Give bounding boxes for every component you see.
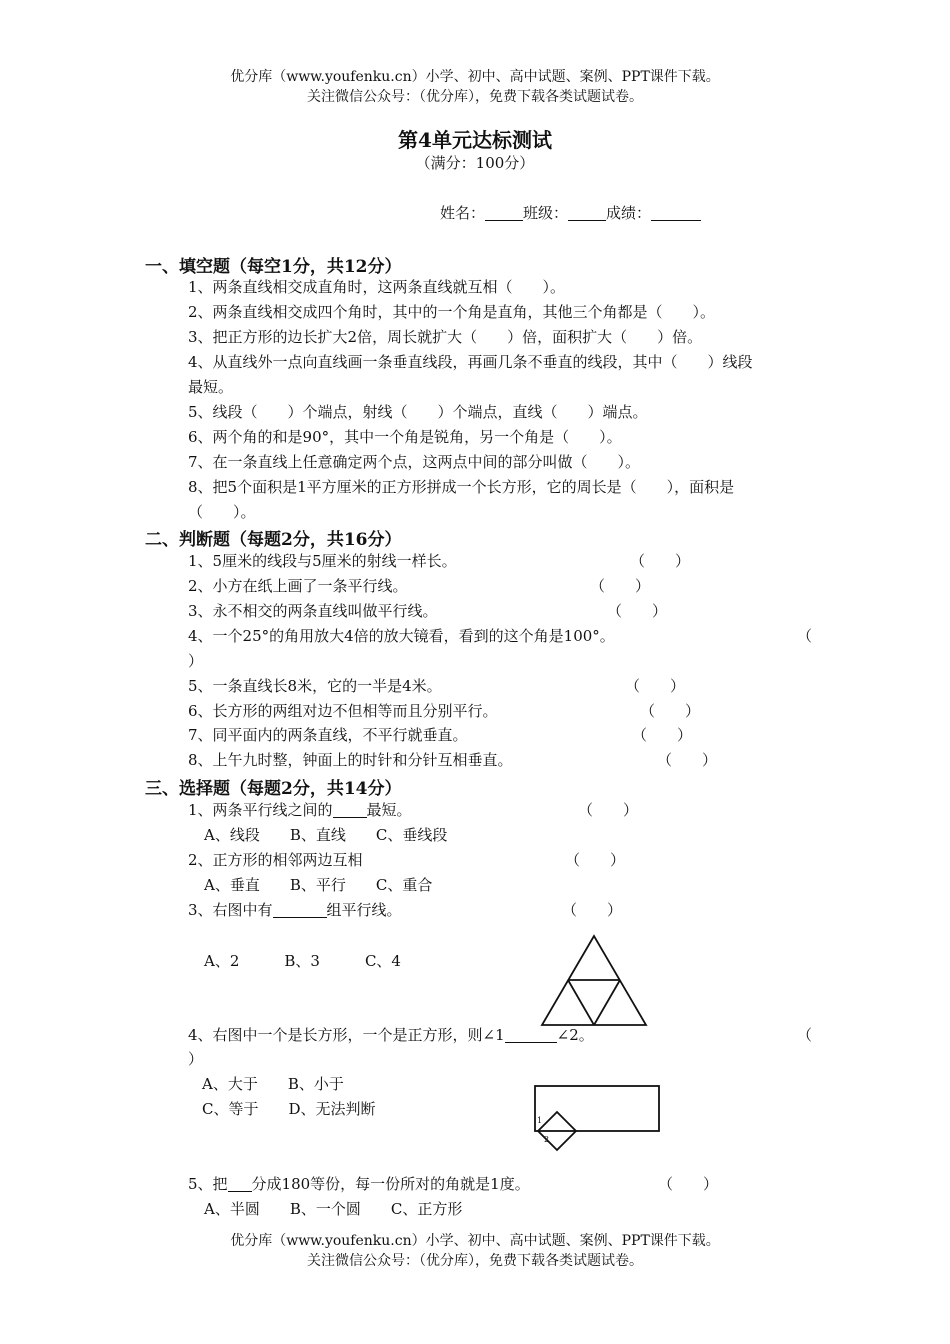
s3-q4-options-2: C、等于 D、无法判断 xyxy=(202,1100,376,1118)
s1-question-4a: 4、从直线外一点向直线画一条垂直线段，再画几条不垂直的线段，其中（ ）线段 xyxy=(188,353,753,371)
s3-question-3 xyxy=(188,899,402,920)
angle-1-label: 1 xyxy=(537,1116,543,1125)
s2-answer-7[interactable]: （ ） xyxy=(632,726,693,744)
page-subtitle: （满分：100分） xyxy=(415,154,535,172)
s2-question-5: 5、一条直线长8米，它的一半是4米。 xyxy=(188,677,442,695)
footer-line-1: 优分库（www.youfenku.cn）小学、初中、高中试题、案例、PPT课件下载。 xyxy=(230,1233,720,1249)
s3-answer-3[interactable]: （ ） xyxy=(562,901,623,919)
s1-question-4b: 最短。 xyxy=(188,378,234,396)
s3-q4-suffix: ∠2。 xyxy=(556,1026,594,1044)
s2-answer-2[interactable]: （ ） xyxy=(590,577,651,595)
s2-question-2: 2、小方在纸上画了一条平行线。 xyxy=(188,577,408,595)
s3-q5-prefix: 5、把 xyxy=(188,1175,228,1193)
s3-q4-blank[interactable] xyxy=(505,1026,557,1043)
s1-question-3: 3、把正方形的边长扩大2倍，周长就扩大（ ）倍，面积扩大（ ）倍。 xyxy=(188,328,703,346)
name-label: 姓名： xyxy=(440,204,486,222)
inner-left-line xyxy=(568,980,594,1025)
footer-line-2: 关注微信公众号：（优分库），免费下载各类试题试卷。 xyxy=(307,1253,643,1269)
header-line-1: 优分库（www.youfenku.cn）小学、初中、高中试题、案例、PPT课件下载。 xyxy=(230,69,720,85)
angle-2-label: 2 xyxy=(544,1135,550,1144)
s3-answer-5[interactable]: （ ） xyxy=(658,1175,719,1193)
s3-q3-prefix: 3、右图中有 xyxy=(188,901,273,919)
class-blank[interactable] xyxy=(568,204,606,221)
s2-answer-1[interactable]: （ ） xyxy=(630,552,691,570)
s2-answer-4-left[interactable]: （ xyxy=(797,627,813,645)
s2-question-4: 4、一个25°的角用放大4倍的放大镜看，看到的这个角是100°。 xyxy=(188,627,615,645)
s1-question-8b: （ ）。 xyxy=(188,503,256,521)
page-title: 第4单元达标测试 xyxy=(398,128,552,152)
s2-question-6: 6、长方形的两组对边不但相等而且分别平行。 xyxy=(188,702,498,720)
s3-q3-suffix: 组平行线。 xyxy=(326,901,402,919)
s1-question-6: 6、两个角的和是90°，其中一个角是锐角，另一个角是（ ）。 xyxy=(188,428,622,446)
s2-answer-3[interactable]: （ ） xyxy=(607,602,668,620)
s3-q5-suffix: 分成180等份，每一份所对的角就是1度。 xyxy=(251,1175,530,1193)
s3-answer-4-right[interactable]: ） xyxy=(188,1050,204,1068)
s2-question-1: 1、5厘米的线段与5厘米的射线一样长。 xyxy=(188,552,457,570)
s1-question-8a: 8、把5个面积是1平方厘米的正方形拼成一个长方形，它的周长是（ ），面积是 xyxy=(188,478,735,496)
s2-answer-6[interactable]: （ ） xyxy=(640,702,701,720)
student-info xyxy=(440,202,701,223)
score-label: 成绩： xyxy=(606,204,652,222)
s3-q5-options: A、半圆 B、一个圆 C、正方形 xyxy=(204,1200,463,1218)
s3-q5-blank[interactable] xyxy=(228,1175,252,1192)
s3-q1-prefix: 1、两条平行线之间的 xyxy=(188,801,333,819)
s3-q4-prefix: 4、右图中一个是长方形，一个是正方形，则∠1 xyxy=(188,1026,505,1044)
section-2-title: 二、判断题（每题2分，共16分） xyxy=(145,530,402,550)
s3-question-2: 2、正方形的相邻两边互相 xyxy=(188,851,363,869)
s3-q2-options: A、垂直 B、平行 C、重合 xyxy=(204,876,433,894)
s3-q1-options: A、线段 B、直线 C、垂线段 xyxy=(204,826,448,844)
section-3-title: 三、选择题（每题2分，共14分） xyxy=(145,779,402,799)
name-blank[interactable] xyxy=(485,204,523,221)
s3-answer-1[interactable]: （ ） xyxy=(578,801,639,819)
s3-question-1 xyxy=(188,799,412,820)
header-line-2: 关注微信公众号：（优分库），免费下载各类试题试卷。 xyxy=(307,89,643,105)
class-label: 班级： xyxy=(523,204,569,222)
s3-q3-options: A、2 B、3 C、4 xyxy=(204,952,401,970)
s1-question-7: 7、在一条直线上任意确定两个点，这两点中间的部分叫做（ ）。 xyxy=(188,453,641,471)
rectangle-square-figure xyxy=(528,1082,664,1158)
s2-answer-5[interactable]: （ ） xyxy=(625,677,686,695)
s1-question-2: 2、两条直线相交成四个角时，其中的一个角是直角，其他三个角都是（ ）。 xyxy=(188,303,716,321)
s3-q3-blank[interactable] xyxy=(273,901,327,918)
triangle-figure xyxy=(538,933,650,1029)
s3-question-4 xyxy=(188,1024,594,1045)
score-blank[interactable] xyxy=(651,204,701,221)
s2-question-8: 8、上午九时整，钟面上的时针和分针互相垂直。 xyxy=(188,751,513,769)
s2-question-7: 7、同平面内的两条直线，不平行就垂直。 xyxy=(188,726,468,744)
s3-answer-4-left[interactable]: （ xyxy=(797,1026,813,1044)
s1-question-1: 1、两条直线相交成直角时，这两条直线就互相（ ）。 xyxy=(188,278,566,296)
s3-q1-suffix: 最短。 xyxy=(366,801,412,819)
section-1-title: 一、填空题（每空1分，共12分） xyxy=(145,257,402,277)
inner-right-line xyxy=(594,980,620,1025)
s1-question-5: 5、线段（ ）个端点，射线（ ）个端点，直线（ ）端点。 xyxy=(188,403,648,421)
s2-answer-4-right[interactable]: ） xyxy=(188,652,204,670)
s3-answer-2[interactable]: （ ） xyxy=(565,851,626,869)
s3-q4-options-1: A、大于 B、小于 xyxy=(202,1075,344,1093)
s3-q1-blank[interactable] xyxy=(333,801,367,818)
s3-question-5 xyxy=(188,1173,530,1194)
rectangle-shape xyxy=(535,1086,659,1131)
s2-question-3: 3、永不相交的两条直线叫做平行线。 xyxy=(188,602,438,620)
s2-answer-8[interactable]: （ ） xyxy=(657,751,718,769)
